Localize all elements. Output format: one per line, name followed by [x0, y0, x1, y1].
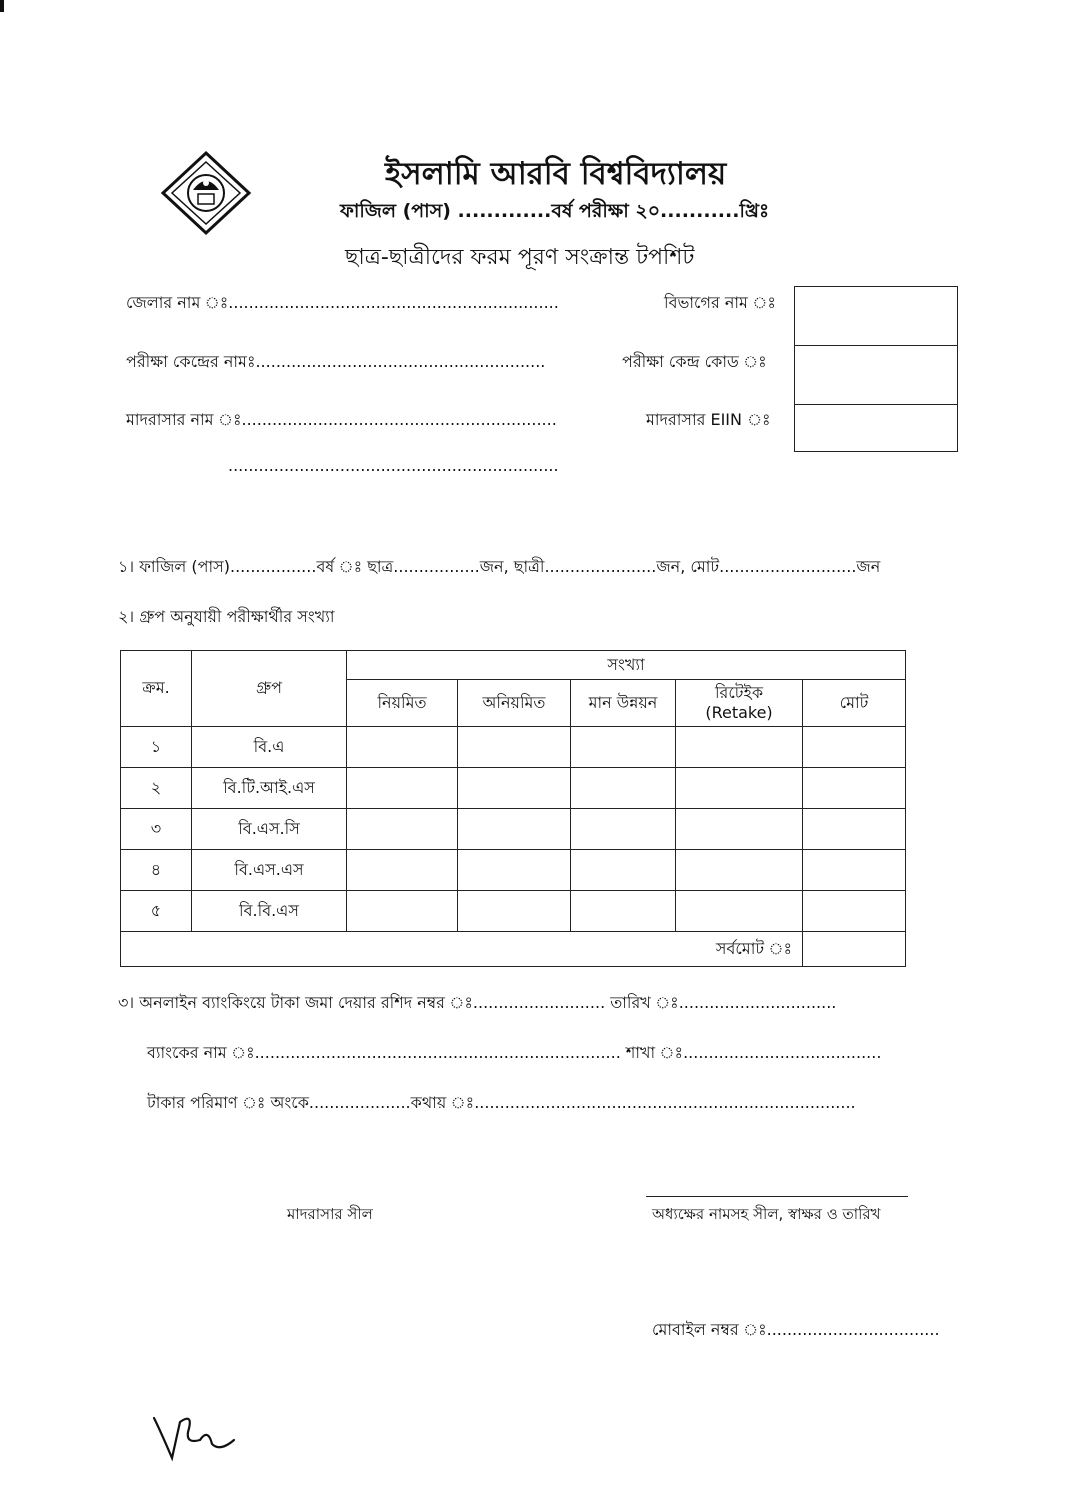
cell-input[interactable] [803, 891, 906, 932]
cell-input[interactable] [347, 727, 458, 768]
cell-input[interactable] [571, 891, 676, 932]
cell-input[interactable] [676, 768, 803, 809]
header-improvement: মান উন্নয়ন [571, 680, 676, 727]
row-serial: ২ [121, 768, 192, 809]
cell-input[interactable] [676, 809, 803, 850]
amount-line[interactable]: টাকার পরিমাণ ঃ অংকে....................কথায় ঃ........................................................................... [147, 1093, 856, 1112]
principal-signature-label: অধ্যক্ষের নামসহ সীল, স্বাক্ষর ও তারিখ [652, 1205, 881, 1223]
section-2-title: ২। গ্রুপ অনুযায়ী পরীক্ষার্থীর সংখ্যা [118, 607, 335, 626]
division-box[interactable] [794, 286, 958, 346]
cell-input[interactable] [571, 768, 676, 809]
cell-input[interactable] [803, 850, 906, 891]
exam-subtitle: ফাজিল (পাস) .............বর্ষ পরীক্ষা ২০...........খ্রিঃ [340, 200, 770, 222]
header-serial: ক্রম. [121, 651, 192, 727]
signature-line [646, 1196, 908, 1197]
row-serial: ৫ [121, 891, 192, 932]
cell-input[interactable] [347, 809, 458, 850]
cell-input[interactable] [676, 727, 803, 768]
cell-input[interactable] [803, 809, 906, 850]
table-row [121, 891, 906, 932]
row-group: বি.এস.এস [192, 850, 347, 891]
madrasa-seal-label: মাদরাসার সীল [287, 1205, 373, 1223]
grand-total-label: সর্বমোট ঃ [121, 932, 803, 967]
cell-input[interactable] [347, 850, 458, 891]
university-logo [160, 150, 252, 236]
header-group: গ্রুপ [192, 651, 347, 727]
madrasa-name-field[interactable]: মাদরাসার নাম ঃ.............................................................. [126, 410, 557, 429]
section-1-counts[interactable]: ১। ফাজিল (পাস).................বর্ষ ঃ ছাত্র.................জন, ছাত্রী......................জন, মোট...........................জন [118, 557, 881, 576]
center-code-box[interactable] [794, 345, 958, 405]
retake-english: (Retake) [705, 703, 773, 722]
header-count: সংখ্যা [347, 651, 906, 680]
row-group: বি.এ [192, 727, 347, 768]
cell-input[interactable] [571, 850, 676, 891]
header-retake [676, 680, 803, 727]
table-row [121, 850, 906, 891]
cell-input[interactable] [571, 727, 676, 768]
row-serial: ৩ [121, 809, 192, 850]
bank-name-line[interactable]: ব্যাংকের নাম ঃ........................................................................ শাখা ঃ....................................... [147, 1043, 882, 1062]
cell-input[interactable] [347, 768, 458, 809]
eiin-box[interactable] [794, 404, 958, 452]
mobile-number-field[interactable]: মোবাইল নম্বর ঃ.................................. [652, 1320, 940, 1339]
eiin-label: মাদরাসার EIIN ঃ [646, 410, 771, 429]
cell-input[interactable] [458, 891, 571, 932]
group-count-table [120, 650, 906, 967]
receipt-number-line[interactable]: ৩। অনলাইন ব্যাংকিংয়ে টাকা জমা দেয়ার রশিদ নম্বর ঃ.......................... তারিখ ঃ............................... [118, 993, 837, 1012]
cell-input[interactable] [571, 809, 676, 850]
row-serial: ৪ [121, 850, 192, 891]
header-total: মোট [803, 680, 906, 727]
header-regular: নিয়মিত [347, 680, 458, 727]
grand-total-cell[interactable] [803, 932, 906, 967]
retake-label: রিটেইক [714, 683, 764, 702]
district-field[interactable]: জেলার নাম ঃ................................................................. [126, 293, 559, 312]
center-code-label: পরীক্ষা কেন্দ্র কোড ঃ [622, 352, 767, 371]
division-label: বিভাগের নাম ঃ [664, 293, 776, 312]
scan-mark [0, 0, 4, 12]
cell-input[interactable] [458, 809, 571, 850]
university-title: ইসলামি আরবি বিশ্ববিদ্যালয় [385, 156, 727, 192]
cell-input[interactable] [803, 768, 906, 809]
row-group: বি.বি.এস [192, 891, 347, 932]
cell-input[interactable] [803, 727, 906, 768]
row-group: বি.এস.সি [192, 809, 347, 850]
madrasa-name-continuation[interactable]: ................................................................. [228, 456, 559, 475]
exam-center-field[interactable]: পরীক্ষা কেন্দ্রের নামঃ......................................................... [126, 352, 546, 371]
row-group: বি.টি.আই.এস [192, 768, 347, 809]
form-heading: ছাত্র-ছাত্রীদের ফরম পূরণ সংক্রান্ত টপশিট [345, 245, 695, 270]
table-row [121, 727, 906, 768]
cell-input[interactable] [676, 891, 803, 932]
table-row [121, 809, 906, 850]
cell-input[interactable] [458, 727, 571, 768]
cell-input[interactable] [347, 891, 458, 932]
table-row [121, 768, 906, 809]
header-irregular: অনিয়মিত [458, 680, 571, 727]
cell-input[interactable] [458, 850, 571, 891]
handwritten-signature [150, 1410, 250, 1474]
cell-input[interactable] [458, 768, 571, 809]
row-serial: ১ [121, 727, 192, 768]
grand-total-row [121, 932, 906, 967]
cell-input[interactable] [676, 850, 803, 891]
